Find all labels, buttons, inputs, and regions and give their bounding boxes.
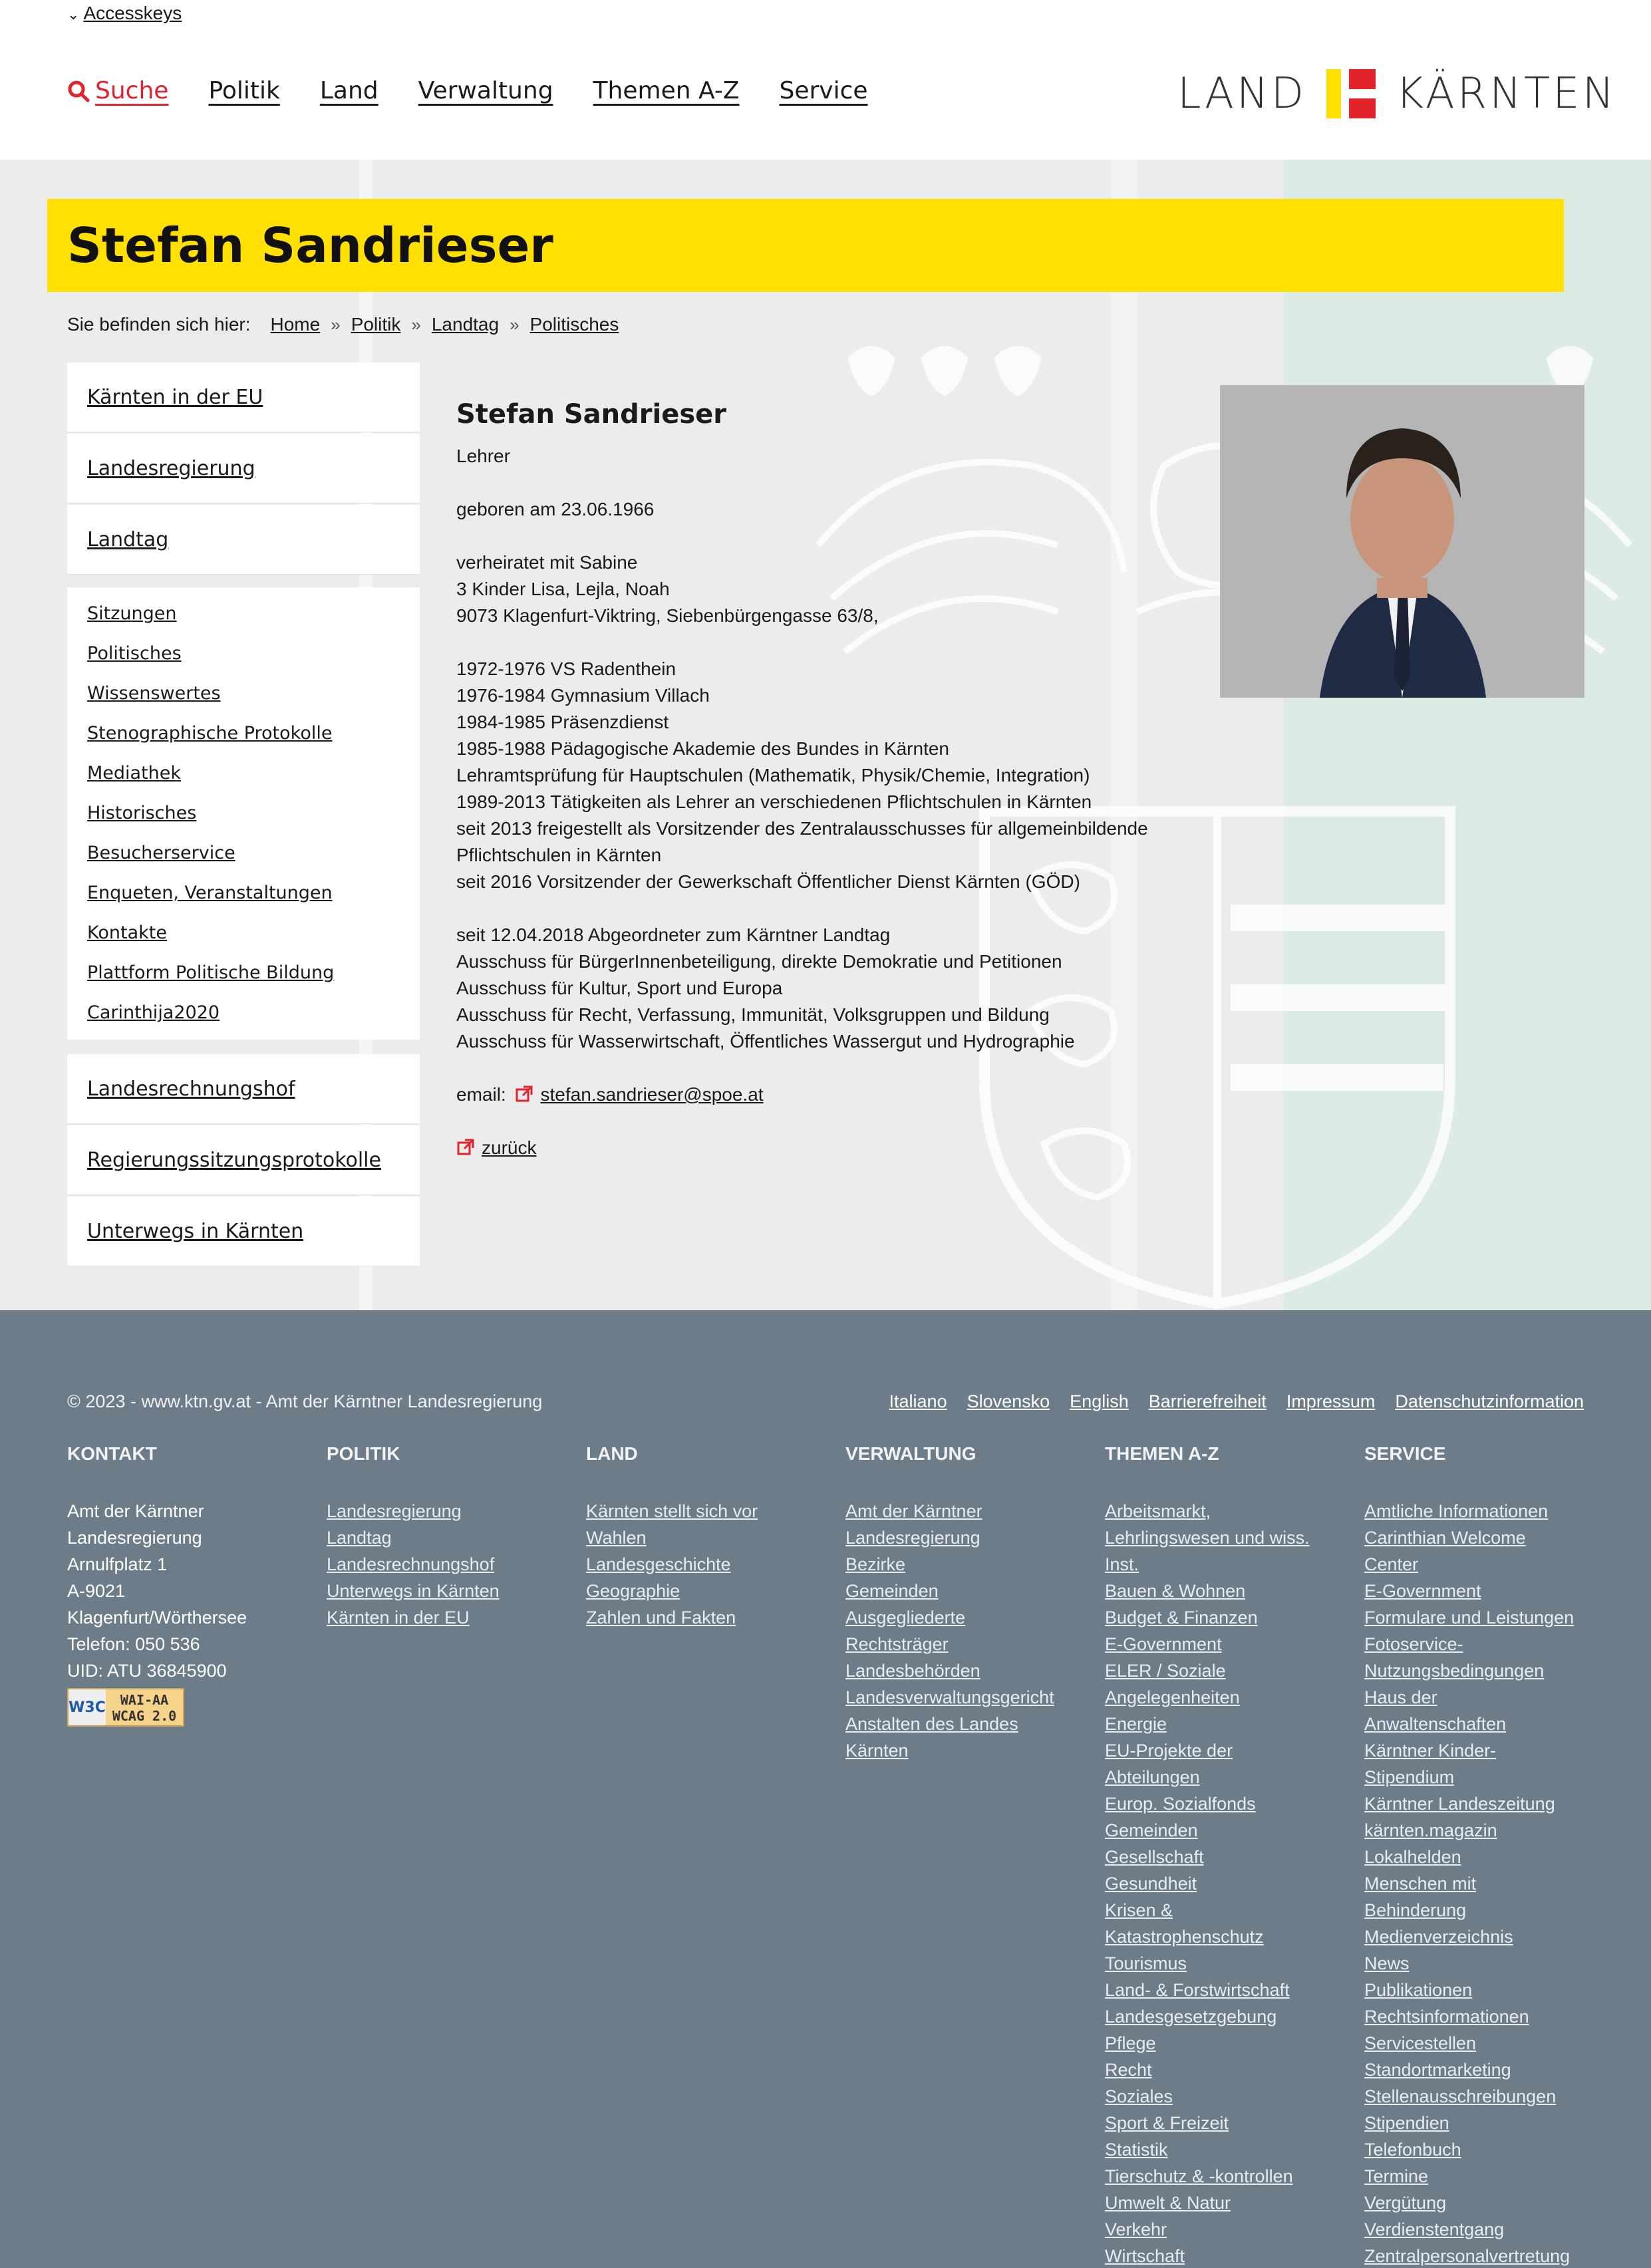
site-footer (0, 1310, 1651, 2268)
breadcrumb-home[interactable]: Home (270, 314, 321, 335)
footer-link[interactable]: Lokalhelden (1364, 1847, 1461, 1867)
footer-heading: SERVICE (1364, 1443, 1446, 1464)
subnav-item-protokolle[interactable]: Stenographische Protokolle (87, 723, 333, 744)
subnav-item-carinthija[interactable]: Carinthija2020 (87, 1002, 220, 1023)
sidebar-item-landtag[interactable]: Landtag (67, 505, 420, 574)
footer-link[interactable]: E-Government (1364, 1581, 1481, 1601)
subnav-item-plattform[interactable]: Plattform Politische Bildung (87, 962, 335, 983)
footer-link[interactable]: Landesbehörden (845, 1661, 980, 1681)
footer-link[interactable]: Statistik (1105, 2140, 1168, 2160)
footer-link[interactable]: Landesgesetzgebung (1105, 2007, 1277, 2027)
footer-link[interactable]: Landesgeschichte (586, 1554, 731, 1574)
footer-link-barrierefreiheit[interactable]: Barrierefreiheit (1148, 1391, 1267, 1411)
footer-link[interactable]: Telefonbuch (1364, 2140, 1461, 2160)
footer-links (889, 1391, 1584, 1412)
footer-heading: THEMEN A-Z (1105, 1443, 1219, 1464)
footer-link[interactable]: Ausgegliederte (845, 1608, 966, 1628)
footer-heading: VERWALTUNG (845, 1443, 976, 1464)
portrait-photo (1220, 385, 1584, 698)
footer-link[interactable]: Stipendium (1364, 1767, 1455, 1787)
footer-link[interactable]: Arbeitsmarkt, (1105, 1501, 1211, 1521)
external-link-icon (515, 1085, 533, 1103)
subnav-item-historisches[interactable]: Historisches (87, 803, 197, 823)
footer-link[interactable]: Krisen & (1105, 1900, 1173, 1920)
footer-link[interactable]: Recht (1105, 2060, 1152, 2080)
subnav-item-politisches[interactable]: Politisches (87, 643, 182, 664)
wcag-badge[interactable]: W3C WAI-AA WCAG 2.0 (67, 1688, 184, 1727)
page-title: Stefan Sandrieser (67, 217, 553, 273)
bio-family-line: verheiratet mit Sabine (456, 552, 638, 573)
portrait-image (1220, 385, 1584, 698)
footer-link[interactable]: EU-Projekte der (1105, 1741, 1233, 1761)
sidebar-item-landesrechnungshof[interactable]: Landesrechnungshof (67, 1054, 420, 1123)
bio-politics-line: seit 12.04.2018 Abgeordneter zum Kärntner Landtag (456, 924, 891, 945)
bio-family-line: 3 Kinder Lisa, Lejla, Noah (456, 579, 670, 599)
nav-service[interactable]: Service (779, 77, 868, 104)
site-header (0, 0, 1651, 160)
footer-link-english[interactable]: English (1070, 1391, 1129, 1411)
footer-link[interactable]: Nutzungsbedingungen (1364, 1661, 1545, 1681)
footer-heading: LAND (586, 1443, 638, 1464)
bio-career-line: Pflichtschulen in Kärnten (456, 845, 662, 865)
bio-politics-line: Ausschuss für Kultur, Sport und Europa (456, 978, 783, 998)
footer-link[interactable]: Rechtsträger (845, 1634, 949, 1654)
nav-verwaltung[interactable]: Verwaltung (418, 77, 553, 104)
footer-link[interactable]: Katastrophenschutz (1105, 1927, 1264, 1947)
footer-col-kontakt (67, 1443, 313, 1727)
subnav-item-sitzungen[interactable]: Sitzungen (87, 603, 177, 624)
back-link[interactable]: zurück (482, 1137, 537, 1158)
logo-text-right: KÄRNTEN (1396, 69, 1617, 118)
bio-career-line: 1976-1984 Gymnasium Villach (456, 685, 710, 706)
email-label: email: (456, 1084, 506, 1105)
footer-link[interactable]: Bezirke (845, 1554, 906, 1574)
email-link[interactable]: stefan.sandrieser@spoe.at (540, 1084, 764, 1105)
footer-link[interactable]: Zahlen und Fakten (586, 1608, 736, 1628)
sidebar-navigation (67, 362, 420, 1268)
subnav-item-kontakte[interactable]: Kontakte (87, 922, 167, 943)
footer-link[interactable]: Umwelt & Natur (1105, 2193, 1231, 2213)
footer-link[interactable]: Gemeinden (845, 1581, 939, 1601)
sidebar-subnav (67, 587, 420, 1040)
logo-mark-icon (1326, 69, 1376, 118)
footer-link[interactable]: Standortmarketing (1364, 2060, 1511, 2080)
bio-career-line: seit 2016 Vorsitzender der Gewerkschaft Öffentlicher Dienst Kärnten (GÖD) (456, 871, 1080, 892)
accesskeys-toggle[interactable]: ⌄ Accesskeys (67, 3, 182, 23)
footer-link[interactable]: Behinderung (1364, 1900, 1467, 1920)
footer-link[interactable]: Formulare und Leistungen (1364, 1608, 1575, 1628)
breadcrumb-politik[interactable]: Politik (351, 314, 401, 335)
footer-link[interactable]: Landesregierung (327, 1501, 462, 1521)
footer-link[interactable]: Geographie (586, 1581, 680, 1601)
footer-link-impressum[interactable]: Impressum (1286, 1391, 1376, 1411)
copyright: © 2023 - www.ktn.gv.at - Amt der Kärntner Landesregierung (67, 1391, 543, 1411)
footer-link[interactable]: Pflege (1105, 2033, 1156, 2053)
footer-link[interactable]: Center (1364, 1554, 1419, 1574)
search-icon (67, 80, 90, 102)
footer-link[interactable]: Tierschutz & -kontrollen (1105, 2166, 1293, 2186)
footer-link[interactable]: Inst. (1105, 1554, 1139, 1574)
main-navigation (67, 77, 868, 104)
footer-link[interactable]: Europ. Sozialfonds (1105, 1794, 1256, 1814)
bio-career-line: 1989-2013 Tätigkeiten als Lehrer an verschiedenen Pflichtschulen in Kärnten (456, 791, 1092, 812)
bio-email-row (456, 1081, 1188, 1108)
bio-politics-line: Ausschuss für Wasserwirtschaft, Öffentliches Wassergut und Hydrographie (456, 1031, 1075, 1052)
sidebar-item-unterwegs[interactable]: Unterwegs in Kärnten (67, 1197, 420, 1266)
breadcrumb (67, 314, 619, 335)
footer-link-datenschutz[interactable]: Datenschutzinformation (1395, 1391, 1584, 1411)
footer-link[interactable]: Anstalten des Landes (845, 1714, 1018, 1734)
title-bar (47, 199, 1564, 292)
footer-link[interactable]: Stellenausschreibungen (1364, 2086, 1557, 2106)
footer-link[interactable]: Landtag (327, 1528, 392, 1548)
footer-link[interactable]: Amt der Kärntner (845, 1501, 982, 1521)
footer-link[interactable]: Publikationen (1364, 1980, 1473, 2000)
footer-link[interactable]: Angelegenheiten (1105, 1687, 1240, 1707)
contact-line: Amt der Kärntner (67, 1501, 204, 1521)
footer-link[interactable]: Termine (1364, 2166, 1429, 2186)
footer-link[interactable]: Menschen mit (1364, 1874, 1477, 1894)
bio-politics-line: Ausschuss für Recht, Verfassung, Immunität, Volksgruppen und Bildung (456, 1004, 1050, 1025)
footer-link[interactable]: Lehrlingswesen und wiss. (1105, 1528, 1310, 1548)
footer-link[interactable]: Zentralpersonalvertretung (1364, 2246, 1571, 2266)
footer-link[interactable]: kärnten.magazin (1364, 1820, 1497, 1840)
contact-line: Telefon: 050 536 (67, 1634, 200, 1654)
sidebar-item-kaernten-eu[interactable]: Kärnten in der EU (67, 362, 420, 432)
footer-link[interactable]: Medienverzeichnis (1364, 1927, 1513, 1947)
footer-link[interactable]: Kärnten stellt sich vor (586, 1501, 758, 1521)
footer-link[interactable]: Unterwegs in Kärnten (327, 1581, 500, 1601)
footer-link[interactable]: Landesrechnungshof (327, 1554, 495, 1574)
footer-link[interactable]: Bauen & Wohnen (1105, 1581, 1246, 1601)
footer-link[interactable]: Amtliche Informationen (1364, 1501, 1549, 1521)
footer-col-land (586, 1443, 832, 1631)
subnav-item-mediathek[interactable]: Mediathek (87, 763, 182, 783)
footer-link[interactable]: Gesellschaft (1105, 1847, 1204, 1867)
footer-link[interactable]: Landesverwaltungsgericht (845, 1687, 1054, 1707)
external-link-icon (456, 1138, 475, 1157)
footer-col-verwaltung (845, 1443, 1092, 1764)
contact-line: Arnulfplatz 1 (67, 1554, 168, 1574)
sidebar-item-regierungssitzungsprotokolle[interactable]: Regierungssitzungsprotokolle (67, 1125, 420, 1195)
footer-link[interactable]: Stipendien (1364, 2113, 1449, 2133)
footer-link[interactable]: Verkehr (1105, 2219, 1167, 2239)
w3c-logo-icon: W3C (69, 1689, 106, 1725)
footer-link[interactable]: Fotoservice- (1364, 1634, 1463, 1654)
bio-family-line: 9073 Klagenfurt-Viktring, Siebenbürgengasse 63/8, (456, 605, 879, 626)
footer-link[interactable]: Kärnten in der EU (327, 1608, 470, 1628)
chevron-double-right-icon: » (411, 314, 421, 335)
bio-content (456, 399, 1188, 1161)
footer-link[interactable]: Sport & Freizeit (1105, 2113, 1229, 2133)
footer-link[interactable]: Landesregierung (845, 1528, 980, 1548)
footer-link[interactable]: Abteilungen (1105, 1767, 1200, 1787)
bio-born: geboren am 23.06.1966 (456, 499, 655, 519)
subnav-item-besucherservice[interactable]: Besucherservice (87, 843, 235, 863)
bio-name: Stefan Sandrieser (456, 399, 726, 430)
footer-col-themen (1105, 1443, 1351, 2268)
footer-link[interactable]: Servicestellen (1364, 2033, 1477, 2053)
logo-text-left: LAND (1177, 69, 1307, 118)
footer-link[interactable]: Budget & Finanzen (1105, 1608, 1258, 1628)
footer-link[interactable]: Verdienstentgang (1364, 2219, 1505, 2239)
footer-link[interactable]: Gesundheit (1105, 1874, 1197, 1894)
footer-link[interactable]: Tourismus (1105, 1953, 1187, 1973)
bio-career-line: Lehramtsprüfung für Hauptschulen (Mathematik, Physik/Chemie, Integration) (456, 765, 1090, 785)
chevron-double-right-icon: » (331, 314, 341, 335)
bio-career-line: 1984-1985 Präsenzdienst (456, 712, 669, 732)
bio-career-line: 1985-1988 Pädagogische Akademie des Bundes in Kärnten (456, 738, 949, 759)
contact-line: A-9021 (67, 1581, 126, 1601)
footer-link[interactable]: Anwaltenschaften (1364, 1714, 1507, 1734)
footer-heading: POLITIK (327, 1443, 400, 1464)
footer-link-italiano[interactable]: Italiano (889, 1391, 947, 1411)
nav-politik[interactable]: Politik (208, 77, 280, 104)
bio-career-line: seit 2013 freigestellt als Vorsitzender des Zentralausschusses für allgemeinbildende (456, 818, 1148, 839)
footer-link[interactable]: Kärnten (845, 1741, 909, 1761)
footer-link[interactable]: ELER / Soziale (1105, 1661, 1226, 1681)
site-logo[interactable] (1177, 69, 1616, 118)
footer-link-slovensko[interactable]: Slovensko (967, 1391, 1050, 1411)
footer-link[interactable]: Vergütung (1364, 2193, 1447, 2213)
breadcrumb-label: Sie befinden sich hier: (67, 314, 251, 335)
footer-link[interactable]: News (1364, 1953, 1410, 1973)
nav-themen[interactable]: Themen A-Z (593, 77, 740, 104)
subnav-item-wissenswertes[interactable]: Wissenswertes (87, 683, 221, 704)
chevron-down-icon: ⌄ (67, 6, 80, 23)
breadcrumb-landtag[interactable]: Landtag (431, 314, 500, 335)
footer-link[interactable]: Soziales (1105, 2086, 1173, 2106)
subnav-item-enqueten[interactable]: Enqueten, Veranstaltungen (87, 883, 333, 903)
chevron-double-right-icon: » (510, 314, 520, 335)
footer-link[interactable]: Kärntner Kinder- (1364, 1741, 1497, 1761)
footer-link[interactable]: Land- & Forstwirtschaft (1105, 1980, 1290, 2000)
footer-heading: KONTAKT (67, 1443, 157, 1464)
contact-line: Landesregierung (67, 1528, 202, 1548)
footer-link[interactable]: Kärntner Landeszeitung (1364, 1794, 1555, 1814)
nav-search[interactable]: Suche (67, 77, 168, 104)
contact-line: UID: ATU 36845900 (67, 1661, 227, 1681)
sidebar-item-landesregierung[interactable]: Landesregierung (67, 434, 420, 503)
breadcrumb-politisches[interactable]: Politisches (529, 314, 619, 335)
footer-col-service (1364, 1443, 1610, 2268)
bio-politics-line: Ausschuss für BürgerInnenbeteiligung, direkte Demokratie und Petitionen (456, 951, 1062, 972)
footer-link[interactable]: E-Government (1105, 1634, 1222, 1654)
footer-link[interactable]: Carinthian Welcome (1364, 1528, 1526, 1548)
footer-link[interactable]: Energie (1105, 1714, 1167, 1734)
footer-link[interactable]: Wirtschaft (1105, 2246, 1185, 2266)
contact-line: Klagenfurt/Wörthersee (67, 1608, 247, 1628)
footer-link[interactable]: Wahlen (586, 1528, 647, 1548)
bio-career-line: 1972-1976 VS Radenthein (456, 658, 676, 679)
nav-land[interactable]: Land (319, 77, 378, 104)
bio-profession: Lehrer (456, 446, 510, 466)
back-row (456, 1135, 1188, 1161)
footer-link[interactable]: Gemeinden (1105, 1820, 1198, 1840)
footer-link[interactable]: Rechtsinformationen (1364, 2007, 1529, 2027)
footer-col-politik (327, 1443, 573, 1631)
footer-link[interactable]: Haus der (1364, 1687, 1437, 1707)
